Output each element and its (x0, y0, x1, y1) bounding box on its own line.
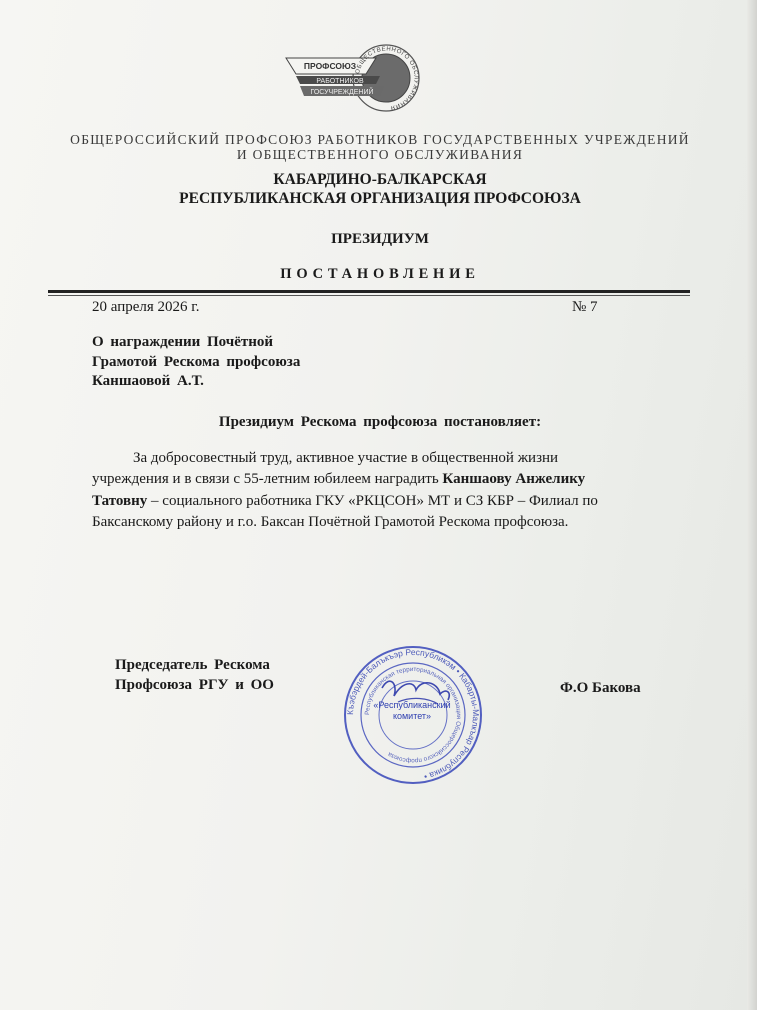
signer-title-line-2: Профсоюза РГУ и ОО (115, 677, 274, 693)
body-line-2 (92, 471, 585, 488)
subject-line-1: О награждении Почётной (92, 334, 274, 350)
logo-main-text: ПРОФСОЮЗ (303, 61, 357, 71)
resolution-heading: Президиум Рескома профсоюза постановляет: (218, 414, 542, 430)
document-date: 20 апреля 2026 г. (92, 299, 200, 315)
org-name-line-1: ОБЩЕРОССИЙСКИЙ ПРОФСОЮЗ РАБОТНИКОВ ГОСУДАРСТВЕННЫХ УЧРЕЖДЕНИЙ (70, 132, 690, 147)
page-edge (747, 0, 757, 1010)
subject-line-2: Грамотой Рескома профсоюза (92, 354, 301, 370)
body-line-3-text: – социального работника ГКУ «РКЦСОН» МТ и СЗ КБР – Филиал по (147, 493, 598, 509)
body-line-2-text: учреждения и в связи с 55-летним юбилеем наградить (92, 471, 443, 487)
stamp-outer-text: Къэбэрдей-Балъкъэр Республикэм • Кабарты-Малкъар Республика • (344, 646, 482, 782)
organization-title-line-2: РЕСПУБЛИКАНСКАЯ ОРГАНИЗАЦИЯ ПРОФСОЮЗА (179, 190, 581, 207)
header-rule-thick (48, 290, 690, 293)
profsoyuz-logo-icon (284, 38, 424, 118)
logo-ring-text: ОБЩЕСТВЕННОГО ОБСЛУЖИВАНИЯ (354, 46, 419, 111)
stamp-inner-text: Республиканская территориальная организация Общероссийского профсоюза (363, 665, 463, 765)
header-rule-thin (48, 295, 690, 296)
presidium-heading: ПРЕЗИДИУМ (331, 231, 429, 247)
logo-sub-text-2: ГОСУЧРЕЖДЕНИЙ (310, 89, 374, 96)
body-line-3 (92, 493, 598, 510)
signer-name: Ф.О Бакова (560, 680, 641, 696)
awardee-name-part-1: Каншаову Анжелику (442, 471, 586, 487)
logo-sub-text-1: РАБОТНИКОВ (316, 78, 364, 85)
decree-heading: ПОСТАНОВЛЕНИЕ (280, 266, 480, 282)
stamp-caption-line-1: «Республиканский (373, 700, 451, 710)
body-line-1: За добросовестный труд, активное участие в общественной жизни (133, 450, 559, 466)
stamp-caption-line-2: комитет» (392, 711, 432, 721)
org-name-line-2: И ОБЩЕСТВЕННОГО ОБСЛУЖИВАНИЯ (236, 147, 524, 162)
document-number: № 7 (572, 299, 598, 315)
awardee-name-part-2: Татовну (92, 493, 148, 509)
body-line-4: Баксанскому району и г.о. Баксан Почётной Грамотой Рескома профсоюза. (92, 514, 569, 530)
subject-line-3: Каншаовой А.Т. (92, 373, 204, 389)
organization-title-line-1: КАБАРДИНО-БАЛКАРСКАЯ (273, 171, 487, 188)
signer-title-line-1: Председатель Рескома (115, 657, 270, 673)
